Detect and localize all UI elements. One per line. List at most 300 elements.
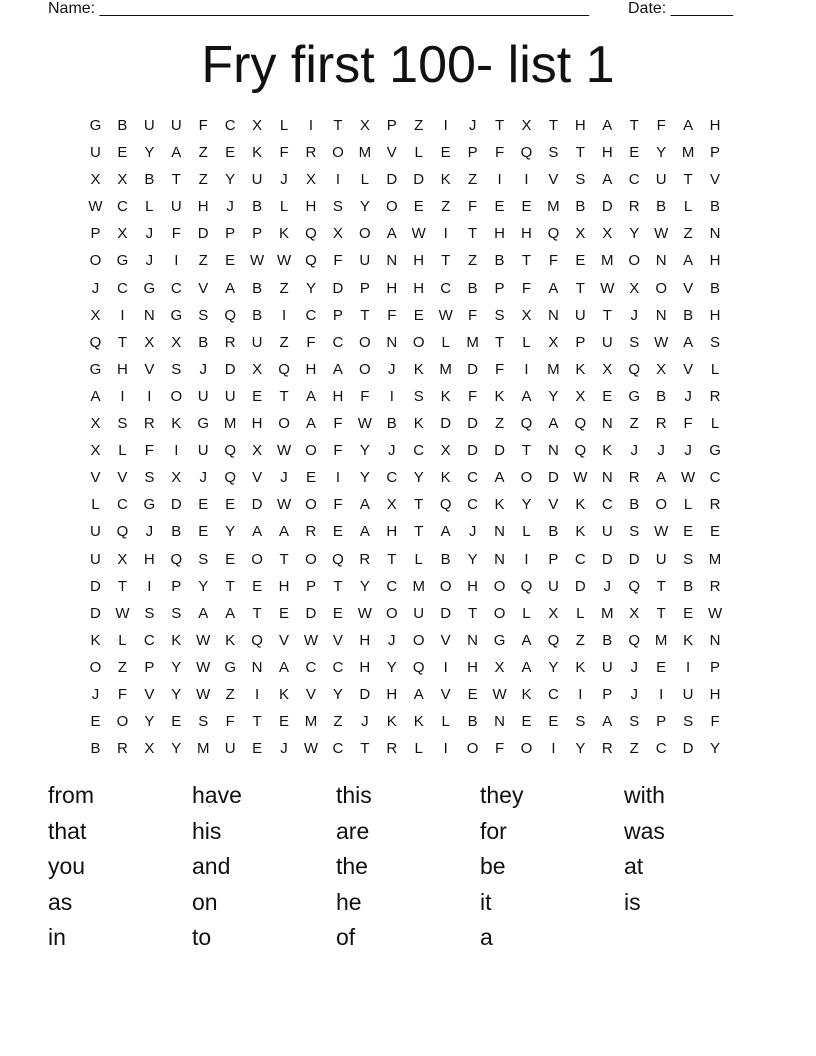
grid-letter[interactable]: S <box>548 144 559 162</box>
grid-letter[interactable]: Q <box>520 144 533 162</box>
grid-letter[interactable]: A <box>386 225 397 243</box>
grid-letter[interactable]: J <box>145 252 154 270</box>
grid-letter[interactable]: A <box>279 523 290 541</box>
grid-letter[interactable]: F <box>521 279 532 297</box>
grid-letter[interactable]: H <box>386 685 398 703</box>
grid-letter[interactable]: C <box>332 740 344 758</box>
grid-letter[interactable]: N <box>655 306 667 324</box>
grid-letter[interactable]: K <box>521 685 532 703</box>
grid-letter[interactable]: Q <box>89 333 102 351</box>
grid-letter[interactable]: K <box>683 631 694 649</box>
grid-letter[interactable]: V <box>252 469 263 487</box>
grid-letter[interactable]: O <box>359 360 371 378</box>
grid-letter[interactable]: U <box>655 550 667 568</box>
grid-letter[interactable]: U <box>143 117 155 134</box>
grid-letter[interactable]: H <box>305 360 317 378</box>
grid-letter[interactable]: J <box>388 442 396 460</box>
grid-letter[interactable]: X <box>440 442 451 460</box>
grid-letter[interactable]: I <box>524 171 529 189</box>
grid-letter[interactable]: O <box>493 577 506 595</box>
grid-letter[interactable]: C <box>628 171 640 189</box>
grid-letter[interactable]: K <box>252 144 263 162</box>
grid-letter[interactable]: W <box>654 333 669 351</box>
grid-letter[interactable]: D <box>251 496 263 514</box>
grid-letter[interactable]: V <box>683 360 694 378</box>
grid-letter[interactable]: Y <box>198 577 209 595</box>
grid-letter[interactable]: T <box>252 713 262 731</box>
grid-letter[interactable]: M <box>547 360 560 378</box>
grid-letter[interactable]: E <box>683 523 694 541</box>
grid-letter[interactable]: Y <box>548 658 559 676</box>
grid-letter[interactable]: B <box>710 279 721 297</box>
grid-letter[interactable]: T <box>602 306 612 324</box>
grid-letter[interactable]: L <box>441 713 450 731</box>
grid-letter[interactable]: H <box>574 117 586 134</box>
grid-letter[interactable]: G <box>116 252 129 270</box>
grid-letter[interactable]: E <box>494 198 505 216</box>
grid-letter[interactable]: Q <box>520 415 533 433</box>
grid-letter[interactable]: C <box>332 658 344 676</box>
grid-letter[interactable]: G <box>143 279 156 297</box>
grid-letter[interactable]: T <box>414 523 424 541</box>
grid-letter[interactable]: K <box>440 171 451 189</box>
grid-letter[interactable]: D <box>224 360 236 378</box>
grid-letter[interactable]: O <box>466 740 479 758</box>
grid-letter[interactable]: T <box>521 442 532 460</box>
grid-letter[interactable]: Z <box>575 631 585 649</box>
grid-letter[interactable]: F <box>710 713 720 731</box>
grid-letter[interactable]: O <box>305 550 317 568</box>
grid-letter[interactable]: F <box>198 117 208 134</box>
grid-letter[interactable]: P <box>467 144 478 162</box>
grid-letter[interactable]: F <box>333 415 343 433</box>
grid-letter[interactable]: W <box>654 523 669 541</box>
grid-letter[interactable]: C <box>224 117 236 134</box>
grid-letter[interactable]: T <box>521 252 532 270</box>
grid-letter[interactable]: U <box>90 144 101 162</box>
grid-letter[interactable]: B <box>386 415 397 433</box>
grid-letter[interactable]: Y <box>548 387 559 405</box>
grid-letter[interactable]: A <box>225 604 236 622</box>
grid-letter[interactable]: Y <box>413 469 424 487</box>
grid-letter[interactable]: I <box>147 387 152 405</box>
grid-letter[interactable]: V <box>710 171 721 189</box>
grid-letter[interactable]: B <box>683 306 694 324</box>
grid-letter[interactable]: F <box>333 496 343 514</box>
grid-letter[interactable]: P <box>305 577 316 595</box>
grid-letter[interactable]: A <box>494 469 505 487</box>
grid-letter[interactable]: V <box>386 144 397 162</box>
grid-letter[interactable]: D <box>682 740 694 758</box>
grid-letter[interactable]: B <box>548 523 559 541</box>
grid-letter[interactable]: T <box>333 117 343 134</box>
grid-letter[interactable]: L <box>576 604 585 622</box>
grid-letter[interactable]: H <box>467 658 479 676</box>
grid-letter[interactable]: Z <box>494 415 505 433</box>
grid-letter[interactable]: Q <box>251 631 263 649</box>
grid-letter[interactable]: L <box>118 442 127 460</box>
grid-letter[interactable]: H <box>709 117 721 134</box>
grid-letter[interactable]: K <box>575 360 586 378</box>
grid-letter[interactable]: M <box>223 415 237 433</box>
grid-letter[interactable]: A <box>198 604 209 622</box>
grid-letter[interactable]: W <box>357 415 372 433</box>
grid-letter[interactable]: A <box>225 279 236 297</box>
grid-letter[interactable]: A <box>521 631 532 649</box>
grid-letter[interactable]: D <box>305 604 317 622</box>
grid-letter[interactable]: W <box>654 225 669 243</box>
grid-letter[interactable]: I <box>255 685 260 703</box>
grid-letter[interactable]: V <box>548 496 559 514</box>
grid-letter[interactable]: A <box>521 658 532 676</box>
grid-letter[interactable]: F <box>494 144 505 162</box>
grid-letter[interactable]: E <box>332 604 343 622</box>
grid-letter[interactable]: J <box>468 523 477 541</box>
grid-letter[interactable]: A <box>359 496 370 514</box>
grid-letter[interactable]: C <box>143 631 155 649</box>
grid-letter[interactable]: X <box>90 442 101 460</box>
grid-letter[interactable]: Z <box>333 713 343 731</box>
grid-letter[interactable]: W <box>250 252 265 270</box>
grid-letter[interactable]: M <box>601 252 614 270</box>
grid-letter[interactable]: Z <box>441 198 451 216</box>
grid-letter[interactable]: X <box>656 360 667 378</box>
grid-letter[interactable]: R <box>709 496 721 514</box>
grid-letter[interactable]: P <box>710 658 721 676</box>
grid-letter[interactable]: H <box>709 252 721 270</box>
grid-letter[interactable]: T <box>333 577 343 595</box>
grid-letter[interactable]: A <box>279 658 290 676</box>
grid-letter[interactable]: Y <box>305 279 316 297</box>
grid-letter[interactable]: O <box>412 631 425 649</box>
grid-letter[interactable]: T <box>575 279 585 297</box>
grid-letter[interactable]: E <box>656 658 667 676</box>
grid-letter[interactable]: B <box>117 117 128 134</box>
grid-letter[interactable]: F <box>225 713 235 731</box>
grid-letter[interactable]: B <box>602 631 613 649</box>
grid-letter[interactable]: V <box>117 469 128 487</box>
grid-letter[interactable]: Q <box>520 577 533 595</box>
grid-letter[interactable]: B <box>467 713 478 731</box>
grid-letter[interactable]: K <box>171 415 182 433</box>
grid-letter[interactable]: L <box>91 496 100 514</box>
grid-letter[interactable]: C <box>386 469 398 487</box>
grid-letter[interactable]: R <box>709 577 721 595</box>
grid-letter[interactable]: A <box>440 523 451 541</box>
grid-letter[interactable]: P <box>386 117 397 134</box>
grid-letter[interactable]: G <box>89 360 102 378</box>
grid-letter[interactable]: C <box>332 333 344 351</box>
grid-letter[interactable]: U <box>251 333 263 351</box>
grid-letter[interactable]: V <box>440 685 451 703</box>
grid-letter[interactable]: M <box>601 604 614 622</box>
grid-letter[interactable]: B <box>683 577 694 595</box>
grid-letter[interactable]: Z <box>198 144 208 162</box>
grid-letter[interactable]: K <box>279 685 290 703</box>
grid-letter[interactable]: U <box>170 117 182 134</box>
grid-letter[interactable]: B <box>656 387 667 405</box>
grid-letter[interactable]: K <box>575 523 586 541</box>
grid-letter[interactable]: C <box>655 740 667 758</box>
grid-letter[interactable]: A <box>683 117 694 134</box>
grid-letter[interactable]: S <box>198 713 209 731</box>
grid-letter[interactable]: B <box>90 740 101 758</box>
grid-letter[interactable]: A <box>359 523 370 541</box>
grid-letter[interactable]: V <box>440 631 451 649</box>
grid-letter[interactable]: Y <box>629 225 640 243</box>
grid-letter[interactable]: X <box>90 415 101 433</box>
grid-letter[interactable]: U <box>90 550 101 568</box>
grid-letter[interactable]: E <box>225 144 236 162</box>
grid-letter[interactable]: N <box>386 252 398 270</box>
grid-letter[interactable]: O <box>170 387 183 405</box>
grid-letter[interactable]: J <box>388 631 396 649</box>
grid-letter[interactable]: F <box>360 387 370 405</box>
grid-letter[interactable]: A <box>683 252 694 270</box>
grid-letter[interactable]: H <box>251 415 263 433</box>
grid-letter[interactable]: A <box>252 523 263 541</box>
grid-letter[interactable]: H <box>386 279 398 297</box>
grid-letter[interactable]: V <box>144 685 155 703</box>
grid-letter[interactable]: Z <box>629 740 639 758</box>
grid-letter[interactable]: T <box>494 117 505 134</box>
grid-letter[interactable]: V <box>332 631 343 649</box>
grid-letter[interactable]: A <box>521 387 532 405</box>
grid-letter[interactable]: R <box>143 415 155 433</box>
grid-letter[interactable]: W <box>115 604 130 622</box>
grid-letter[interactable]: N <box>143 306 155 324</box>
grid-letter[interactable]: I <box>659 685 664 703</box>
grid-letter[interactable]: J <box>145 523 154 541</box>
grid-letter[interactable]: E <box>252 577 263 595</box>
grid-letter[interactable]: X <box>494 658 505 676</box>
grid-letter[interactable]: N <box>494 523 505 541</box>
grid-letter[interactable]: H <box>197 198 209 216</box>
grid-letter[interactable]: S <box>117 415 128 433</box>
grid-letter[interactable]: B <box>629 496 640 514</box>
grid-letter[interactable]: O <box>116 713 129 731</box>
grid-letter[interactable]: F <box>494 740 505 758</box>
grid-letter[interactable]: L <box>414 144 423 162</box>
grid-letter[interactable]: H <box>709 685 721 703</box>
grid-letter[interactable]: X <box>252 117 263 134</box>
grid-letter[interactable]: J <box>684 387 692 405</box>
grid-letter[interactable]: K <box>386 713 397 731</box>
grid-letter[interactable]: H <box>413 279 425 297</box>
grid-letter[interactable]: J <box>684 442 692 460</box>
grid-letter[interactable]: G <box>89 117 102 134</box>
grid-letter[interactable]: Z <box>468 252 478 270</box>
grid-letter[interactable]: H <box>521 225 532 243</box>
grid-letter[interactable]: A <box>602 713 613 731</box>
grid-letter[interactable]: J <box>199 469 207 487</box>
grid-letter[interactable]: E <box>548 713 559 731</box>
grid-letter[interactable]: O <box>359 225 371 243</box>
grid-letter[interactable]: D <box>413 171 425 189</box>
grid-letter[interactable]: E <box>413 306 424 324</box>
grid-letter[interactable]: I <box>578 685 583 703</box>
grid-letter[interactable]: Q <box>332 550 344 568</box>
grid-letter[interactable]: X <box>117 171 128 189</box>
grid-letter[interactable]: H <box>386 523 398 541</box>
grid-letter[interactable]: L <box>683 496 693 514</box>
grid-letter[interactable]: D <box>467 442 479 460</box>
grid-letter[interactable]: N <box>709 631 721 649</box>
grid-letter[interactable]: B <box>252 306 263 324</box>
grid-letter[interactable]: E <box>225 496 236 514</box>
grid-letter[interactable]: T <box>656 604 666 622</box>
grid-letter[interactable]: A <box>332 360 343 378</box>
grid-letter[interactable]: J <box>91 279 100 297</box>
grid-letter[interactable]: H <box>332 387 344 405</box>
grid-letter[interactable]: J <box>91 685 100 703</box>
grid-letter[interactable]: Y <box>467 550 478 568</box>
grid-letter[interactable]: N <box>467 631 479 649</box>
grid-letter[interactable]: D <box>494 442 505 460</box>
grid-letter[interactable]: M <box>304 713 318 731</box>
grid-letter[interactable]: X <box>629 604 640 622</box>
grid-letter[interactable]: T <box>171 171 181 189</box>
grid-letter[interactable]: I <box>308 117 314 134</box>
grid-letter[interactable]: Q <box>305 252 317 270</box>
grid-letter[interactable]: D <box>440 604 452 622</box>
grid-letter[interactable]: Y <box>359 469 370 487</box>
grid-letter[interactable]: O <box>412 333 425 351</box>
grid-letter[interactable]: I <box>120 306 125 324</box>
grid-letter[interactable]: T <box>494 333 505 351</box>
grid-letter[interactable]: B <box>252 198 263 216</box>
grid-letter[interactable]: G <box>628 387 641 405</box>
grid-letter[interactable]: I <box>686 658 691 676</box>
grid-letter[interactable]: C <box>386 577 398 595</box>
grid-letter[interactable]: I <box>120 387 125 405</box>
grid-letter[interactable]: L <box>414 550 423 568</box>
grid-letter[interactable]: U <box>170 198 182 216</box>
grid-letter[interactable]: Z <box>279 333 289 351</box>
grid-letter[interactable]: R <box>386 740 398 758</box>
grid-letter[interactable]: K <box>413 713 424 731</box>
grid-letter[interactable]: P <box>602 685 613 703</box>
grid-letter[interactable]: L <box>414 740 423 758</box>
grid-letter[interactable]: O <box>655 279 667 297</box>
grid-letter[interactable]: Y <box>332 685 343 703</box>
grid-letter[interactable]: U <box>224 387 236 405</box>
grid-letter[interactable]: K <box>440 469 451 487</box>
grid-letter[interactable]: L <box>360 171 370 189</box>
grid-letter[interactable]: M <box>708 550 722 568</box>
grid-letter[interactable]: X <box>144 333 155 351</box>
grid-letter[interactable]: O <box>305 496 317 514</box>
grid-letter[interactable]: R <box>305 523 317 541</box>
grid-letter[interactable]: A <box>548 415 559 433</box>
grid-letter[interactable]: M <box>358 144 372 162</box>
grid-letter[interactable]: S <box>171 360 182 378</box>
grid-letter[interactable]: K <box>225 631 236 649</box>
grid-letter[interactable]: U <box>655 171 667 189</box>
grid-letter[interactable]: J <box>630 442 638 460</box>
grid-letter[interactable]: O <box>493 604 506 622</box>
grid-letter[interactable]: C <box>116 496 128 514</box>
grid-letter[interactable]: P <box>144 658 155 676</box>
grid-letter[interactable]: J <box>468 117 477 134</box>
grid-letter[interactable]: O <box>278 415 290 433</box>
grid-letter[interactable]: F <box>683 415 693 433</box>
grid-letter[interactable]: S <box>629 333 640 351</box>
grid-letter[interactable]: E <box>413 198 424 216</box>
grid-letter[interactable]: C <box>601 496 613 514</box>
grid-letter[interactable]: K <box>413 415 424 433</box>
grid-letter[interactable]: W <box>196 631 211 649</box>
grid-letter[interactable]: P <box>494 279 505 297</box>
grid-letter[interactable]: U <box>547 577 559 595</box>
grid-letter[interactable]: A <box>548 279 559 297</box>
grid-letter[interactable]: Y <box>521 496 532 514</box>
grid-letter[interactable]: D <box>601 550 613 568</box>
grid-letter[interactable]: T <box>360 306 370 324</box>
grid-letter[interactable]: Q <box>439 496 452 514</box>
grid-letter[interactable]: O <box>89 252 102 270</box>
grid-letter[interactable]: T <box>683 171 693 189</box>
grid-letter[interactable]: L <box>683 198 693 216</box>
grid-letter[interactable]: W <box>438 306 453 324</box>
grid-letter[interactable]: A <box>305 415 316 433</box>
grid-letter[interactable]: H <box>359 631 371 649</box>
grid-letter[interactable]: O <box>628 252 641 270</box>
grid-letter[interactable]: K <box>575 496 586 514</box>
grid-letter[interactable]: I <box>497 171 502 189</box>
grid-letter[interactable]: M <box>196 740 210 758</box>
grid-letter[interactable]: K <box>494 496 505 514</box>
grid-letter[interactable]: X <box>305 171 316 189</box>
grid-letter[interactable]: L <box>522 523 531 541</box>
grid-letter[interactable]: L <box>441 333 450 351</box>
grid-letter[interactable]: V <box>279 631 290 649</box>
grid-letter[interactable]: R <box>224 333 236 351</box>
grid-letter[interactable]: M <box>547 198 560 216</box>
grid-letter[interactable]: G <box>197 415 210 433</box>
grid-letter[interactable]: Y <box>225 523 236 541</box>
grid-letter[interactable]: Y <box>171 740 182 758</box>
grid-letter[interactable]: E <box>575 252 586 270</box>
date-field[interactable]: Date: _______ <box>628 0 733 17</box>
grid-letter[interactable]: I <box>335 171 340 189</box>
grid-letter[interactable]: U <box>224 740 236 758</box>
grid-letter[interactable]: J <box>657 442 665 460</box>
grid-letter[interactable]: N <box>547 306 559 324</box>
grid-letter[interactable]: S <box>198 306 209 324</box>
grid-letter[interactable]: I <box>174 252 179 270</box>
grid-letter[interactable]: O <box>305 442 317 460</box>
grid-letter[interactable]: K <box>494 387 505 405</box>
grid-letter[interactable]: S <box>710 333 721 351</box>
grid-letter[interactable]: B <box>710 198 721 216</box>
grid-letter[interactable]: O <box>251 550 263 568</box>
grid-letter[interactable]: Z <box>198 252 208 270</box>
grid-letter[interactable]: E <box>710 523 721 541</box>
grid-letter[interactable]: J <box>603 577 612 595</box>
grid-letter[interactable]: B <box>467 279 478 297</box>
grid-letter[interactable]: R <box>628 198 640 216</box>
grid-letter[interactable]: S <box>332 198 343 216</box>
grid-letter[interactable]: A <box>305 387 316 405</box>
grid-letter[interactable]: T <box>656 577 666 595</box>
grid-letter[interactable]: E <box>90 713 101 731</box>
grid-letter[interactable]: E <box>225 550 236 568</box>
grid-letter[interactable]: H <box>709 306 721 324</box>
grid-letter[interactable]: E <box>279 713 290 731</box>
grid-letter[interactable]: Y <box>359 442 370 460</box>
grid-letter[interactable]: Z <box>629 415 639 433</box>
